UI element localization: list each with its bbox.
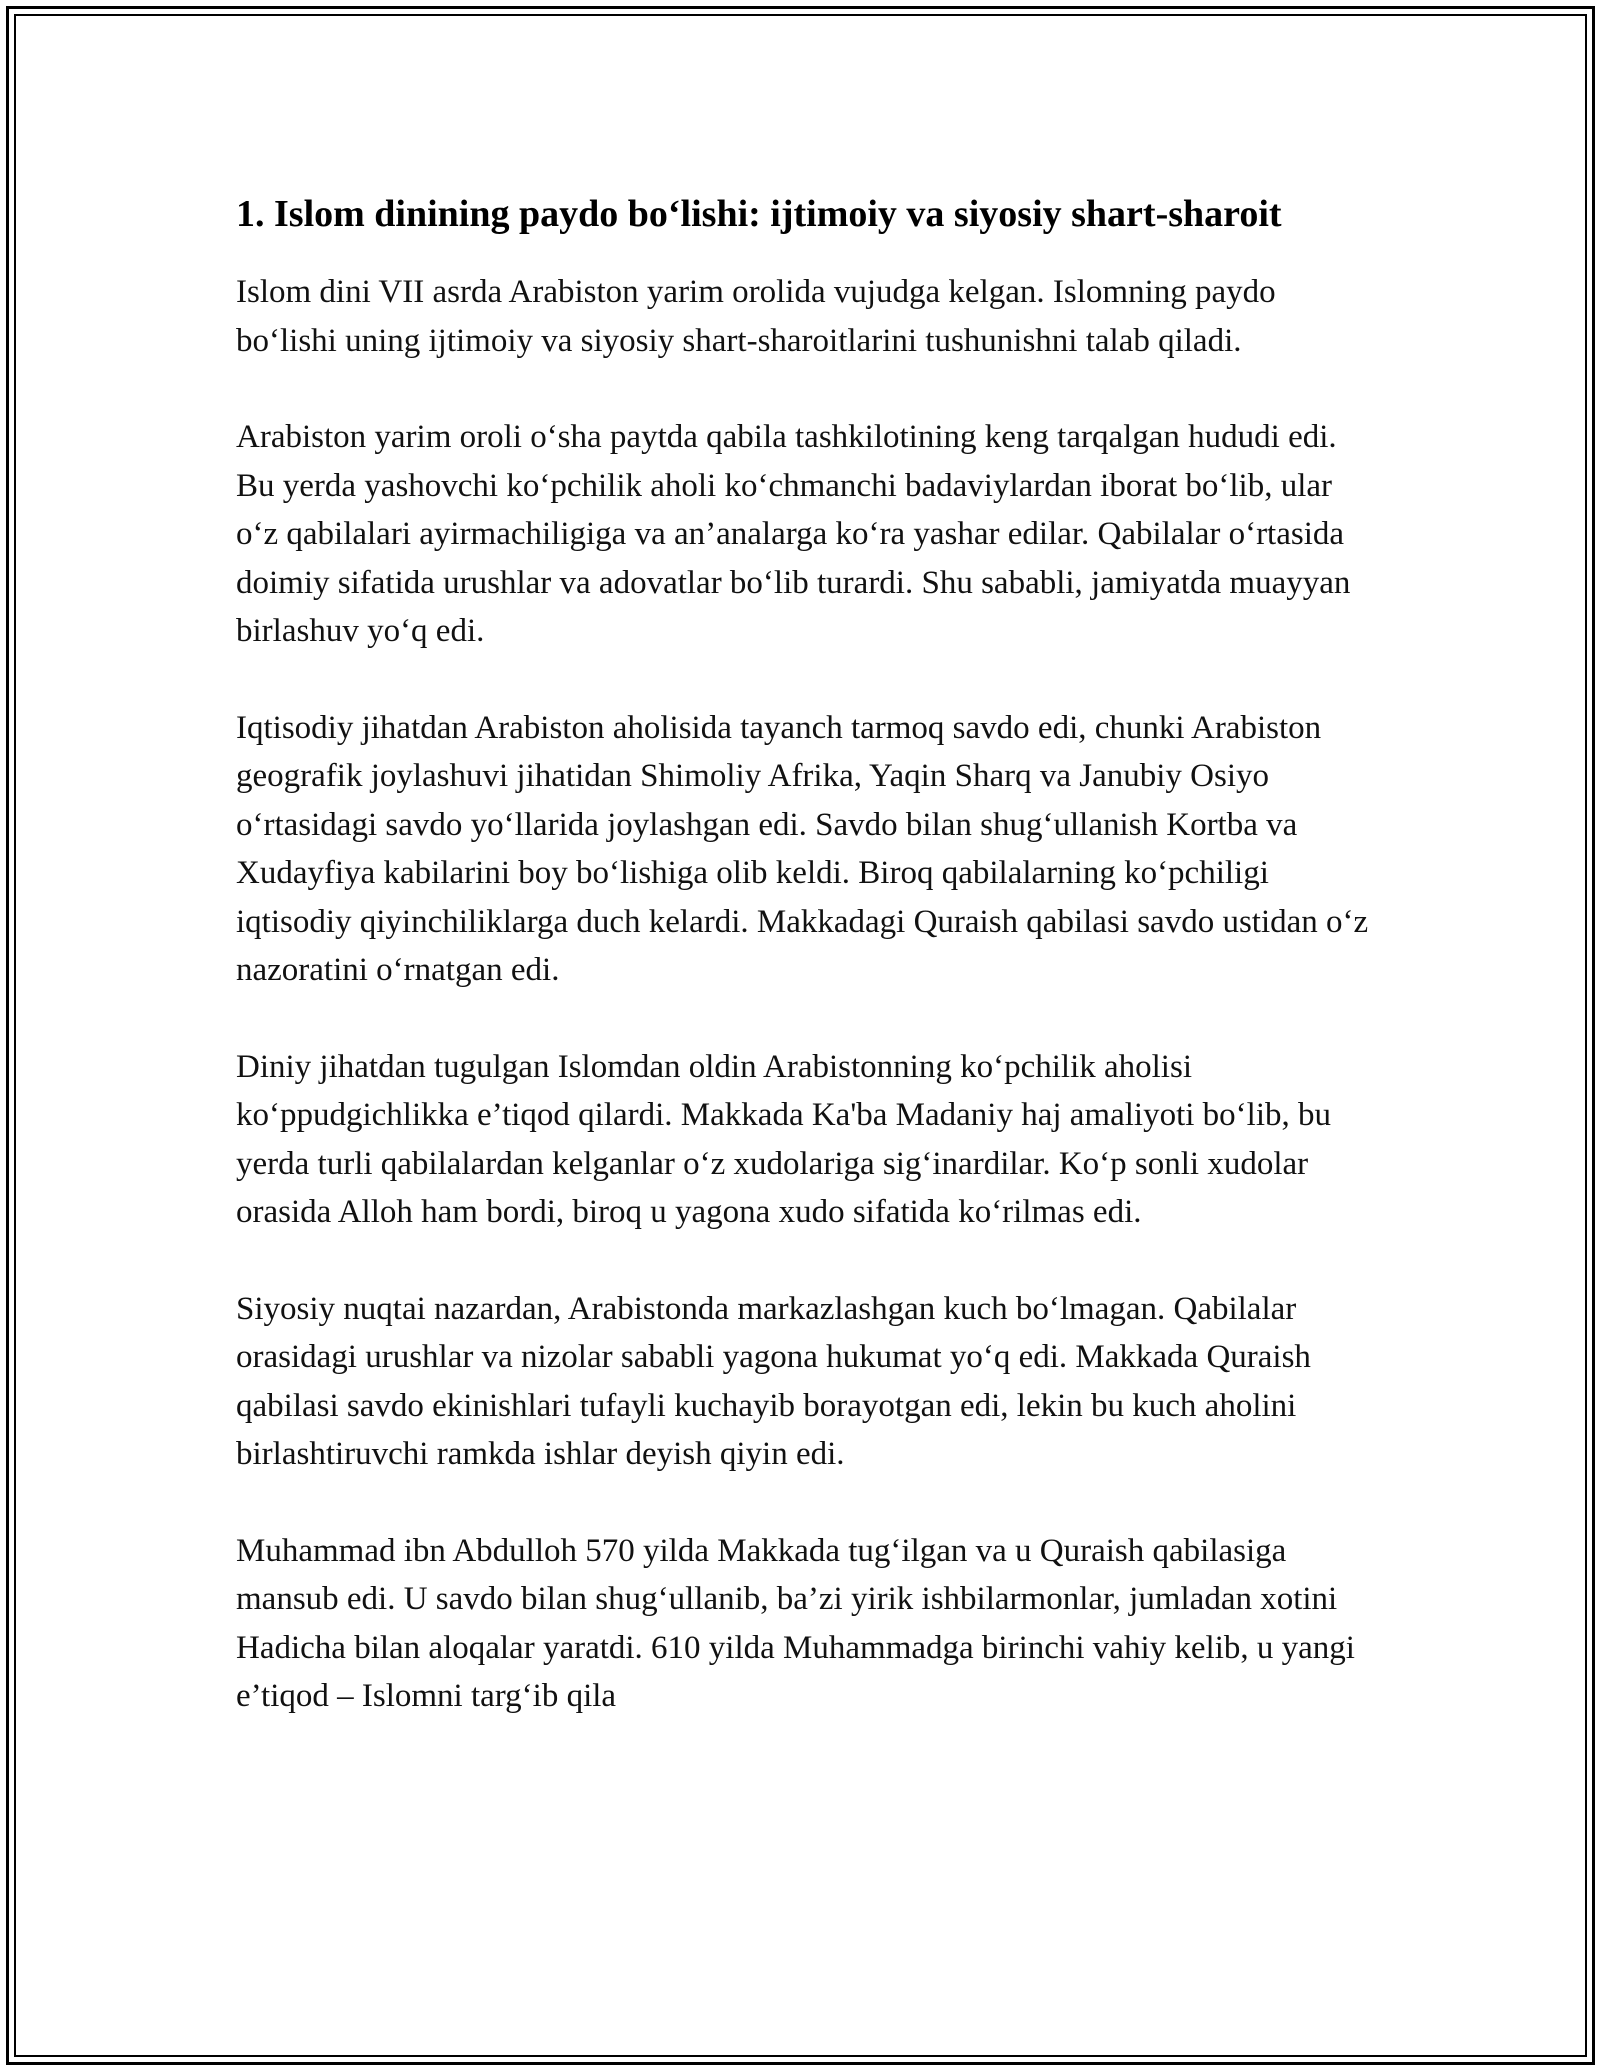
- paragraph-religious: Diniy jihatdan tugulgan Islomdan oldin Arabistonning ko‘pchilik aholisi ko‘ppudgichlikka e’tiqod qilardi. Makkada Ka'ba Madaniy haj amaliyoti bo‘lib, bu yerda turli qabilalardan kelganlar o‘z xudolariga sig‘inardilar. Ko‘p sonli xudolar orasida Alloh ham bordi, biroq u yagona xudo sifatida ko‘rilmas edi.: [236, 1048, 1331, 1230]
- section-heading: 1. Islom dinining paydo bo‘lishi: ijtimoiy va siyosiy shart-sharoit: [236, 193, 1282, 235]
- paragraph-political: Siyosiy nuqtai nazardan, Arabistonda markazlashgan kuch bo‘lmagan. Qabilalar orasidagi urushlar va nizolar sababli yagona hukumat yo‘q edi. Makkada Quraish qabilasi savdo ekinishlari tufayli kuchayib borayotgan edi, lekin bu kuch aholini birlashtiruvchi ramkda ishlar deyish qiyin edi.: [236, 1290, 1311, 1472]
- document-body: [236, 187, 1376, 1721]
- paragraph-social: Arabiston yarim oroli o‘sha paytda qabila tashkilotining keng tarqalgan hududi edi. Bu yerda yashovchi ko‘pchilik aholi ko‘chmanchi badaviylardan iborat bo‘lib, ular o‘z qabilalari ayirmachiligiga va an’analarga ko‘ra yashar edilar. Qabilalar o‘rtasida doimiy sifatida urushlar va adovatlar bo‘lib turardi. Shu sababli, jamiyatda muayyan birlashuv yo‘q edi.: [236, 419, 1351, 649]
- paragraph-muhammad: Muhammad ibn Abdulloh 570 yilda Makkada tug‘ilgan va u Quraish qabilasiga mansub edi. U savdo bilan shug‘ullanib, ba’zi yirik ishbilarmonlar, jumladan xotini Hadicha bilan aloqalar yaratdi. 610 yilda Muhammadga birinchi vahiy kelib, u yangi e’tiqod – Islomni targ‘ib qila: [236, 1532, 1355, 1714]
- paragraph-economic: Iqtisodiy jihatdan Arabiston aholisida tayanch tarmoq savdo edi, chunki Arabiston geografik joylashuvi jihatidan Shimoliy Afrika, Yaqin Sharq va Janubiy Osiyo o‘rtasidagi savdo yo‘llarida joylashgan edi. Savdo bilan shug‘ullanish Kortba va Xudayfiya kabilarini boy bo‘lishiga olib keldi. Biroq qabilalarning ko‘pchiligi iqtisodiy qiyinchiliklarga duch kelardi. Makkadagi Quraish qabilasi savdo ustidan o‘z nazoratini o‘rnatgan edi.: [236, 709, 1369, 988]
- paragraph-intro: Islom dini VII asrda Arabiston yarim orolida vujudga kelgan. Islomning paydo bo‘lishi uning ijtimoiy va siyosiy shart-sharoitlarini tushunishni talab qiladi.: [236, 274, 1276, 359]
